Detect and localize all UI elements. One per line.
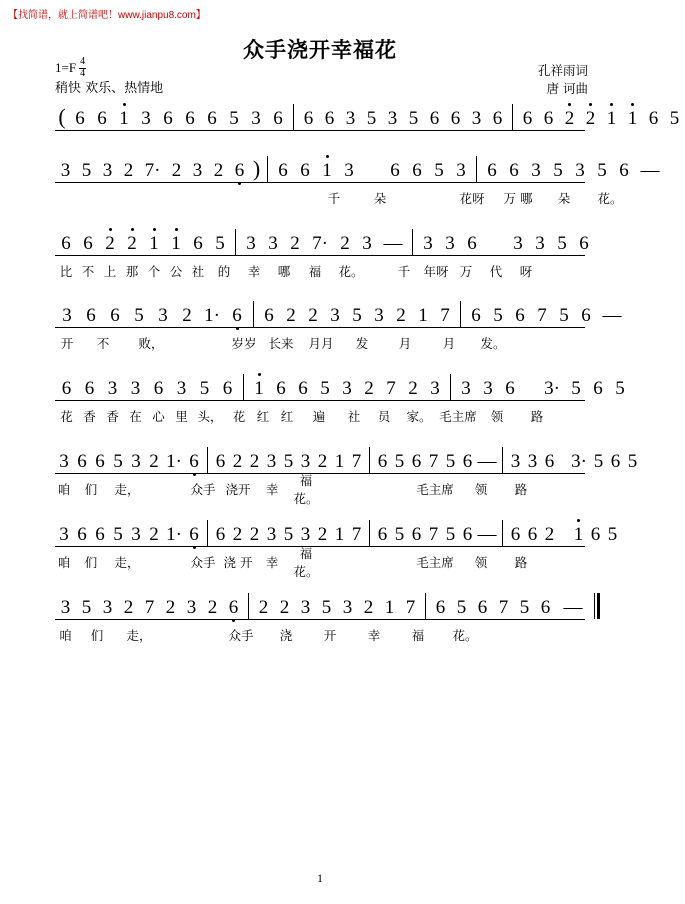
barline xyxy=(235,229,236,255)
barline xyxy=(502,447,503,473)
final-barline xyxy=(594,593,600,619)
lyrics-row-4: 开 不 败， 岁岁 长来 月月 发 月 月 发。 xyxy=(60,336,506,351)
lyrics-row-3: 比 不 上 那 个 公 社 的 幸 哪 福 花。 千 年呀 万 代 呀 xyxy=(59,264,533,279)
barline xyxy=(412,229,413,255)
barline xyxy=(369,447,370,473)
system-rule-4 xyxy=(55,327,585,328)
barline xyxy=(248,593,249,619)
system-rule-5 xyxy=(55,400,585,401)
barline xyxy=(369,520,370,546)
key-signature-label: 1=F xyxy=(55,59,77,75)
lyrics-row-8: 咱 们 走， 众手 浇 开 幸 福 花。 xyxy=(59,628,478,643)
page-number: 1 xyxy=(317,871,323,885)
lyrics-row-7: 咱 们 走， 众手 浇 开 幸 福花。 毛主席 领 路 xyxy=(57,546,528,579)
notation-row-2: 3 5 3 2 7· 2 3 2 6 ) 6 6 1 3 6 6 5 3 6 6 3 5 3 5 6 — xyxy=(60,156,660,181)
system-rule-2 xyxy=(55,182,585,183)
music-system-2 xyxy=(55,152,660,214)
music-system-8 xyxy=(55,589,585,651)
system-rule-1 xyxy=(55,130,585,131)
barline xyxy=(476,156,477,182)
barline xyxy=(293,104,294,130)
notation-row-5: 6 6 3 3 6 3 5 6 1 6 6 5 3 2 7 2 3 3 3 6 3· 5 6 5 xyxy=(55,370,585,404)
barline xyxy=(502,520,503,546)
lyricist-credit: 孔祥雨词 xyxy=(537,63,588,78)
notation-row-1: ( 6 6 1 3 6 6 6 5 3 6 6 6 3 5 3 5 6 6 3 6 6 6 2 2 1 1 6 5 xyxy=(58,104,680,129)
barline xyxy=(425,593,426,619)
notation-row-3: 6 6 2 2 1 1 6 5 3 3 2 7· 2 3 — 3 3 6 3 3 5 6 xyxy=(55,225,585,259)
barline xyxy=(267,156,268,182)
system-rule-3 xyxy=(55,255,585,256)
barline xyxy=(253,301,254,327)
barline xyxy=(460,301,461,327)
credits xyxy=(538,62,588,98)
barline xyxy=(207,447,208,473)
music-system-4 xyxy=(55,297,622,359)
barline xyxy=(243,374,244,400)
page-title: 众手浇开幸福花 xyxy=(243,38,397,62)
time-signature: $\frac{4}{4}$ xyxy=(80,56,86,79)
composer-credit: 唐 诃曲 xyxy=(546,81,588,97)
barline xyxy=(512,104,513,130)
lyrics-row-6: 咱 们 走， 众手 浇开 幸 福花。 毛主席 领 路 xyxy=(57,473,528,506)
barline xyxy=(207,520,208,546)
music-system-7 xyxy=(55,516,618,579)
system-rule-8 xyxy=(55,619,585,620)
tempo-marking: 稍快 欢乐、热情地 xyxy=(55,81,164,96)
notation-row-6: 3 6 6 5 3 2 1· 6 6 2 2 3 5 3 2 1 7 6 5 6 7 5 6 — 3 3 6 3· 5 6 5 xyxy=(55,443,585,477)
music-system-3 xyxy=(55,225,589,287)
notation-row-8: 3 5 3 2 7 2 3 2 6 2 2 3 5 3 2 1 7 6 5 6 7 5 6 — xyxy=(55,589,585,623)
music-system-6 xyxy=(55,443,638,506)
lyrics-row-5: 花 香 香 在 心 里 头， 花 红 红 遍 社 员 家。 毛主席 领 路 xyxy=(60,409,544,424)
barline xyxy=(450,374,451,400)
notation-row-7: 3 6 6 5 3 2 1· 6 6 2 2 3 5 3 2 1 7 6 5 6 7 5 6 — 6 6 2 1 6 5 xyxy=(55,516,585,550)
watermark-text: 【找简谱，就上简谱吧！www.jianpu8.com】 xyxy=(8,10,206,21)
music-system-5 xyxy=(55,370,625,432)
notation-row-4: 3 6 6 5 3 2 1· 6 6 2 2 3 5 3 2 1 7 6 5 6 7 5 6 — xyxy=(55,297,585,331)
lyrics-row-2: 千 朵 花呀 万 哪 朵 花。 xyxy=(327,191,623,206)
